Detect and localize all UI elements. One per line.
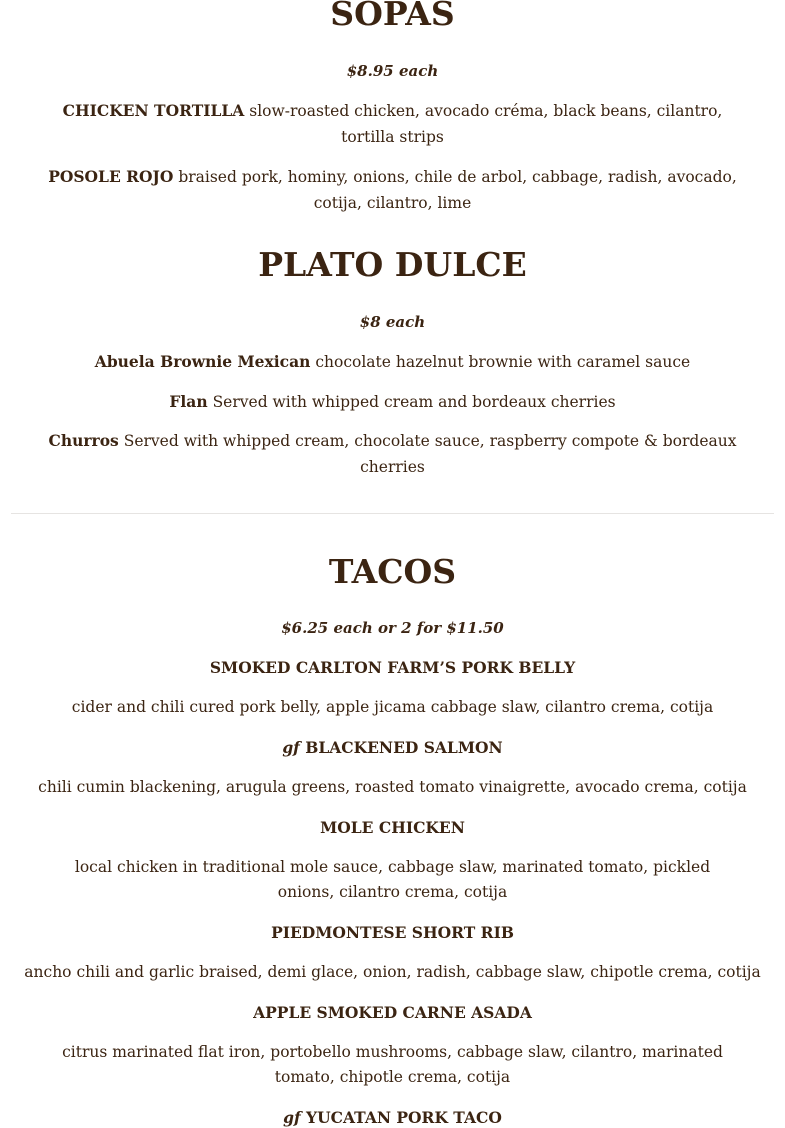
gluten-free-mark: gf — [283, 1108, 301, 1127]
plato-dulce-title: PLATO DULCE — [258, 245, 527, 284]
tacos-title: TACOS — [328, 552, 457, 591]
tacos-section — [0, 552, 785, 592]
item-description: ancho chili and garlic braised, demi glace, onion, radish, cabbage slaw, chipotle crema, cotija — [24, 963, 761, 981]
item-name: Flan — [169, 392, 208, 411]
sopas-price-row — [0, 61, 785, 81]
plato-dulce-price-row — [0, 312, 785, 332]
item-description: local chicken in traditional mole sauce, cabbage slaw, marinated tomato, pickled onions, cilantro crema, cotija — [74, 858, 711, 901]
item-description: citrus marinated flat iron, portobello mushrooms, cabbage slaw, cilantro, marinated tomato, chipotle crema, cotija — [62, 1043, 723, 1086]
taco-item-6 — [0, 1108, 785, 1128]
sopas-item-1 — [0, 98, 785, 150]
item-name: MOLE CHICKEN — [320, 818, 465, 837]
item-description: Served with whipped cream, chocolate sauce, raspberry compote & bordeaux cherries — [123, 432, 737, 476]
plato-dulce-section — [0, 245, 785, 285]
sopas-section — [0, 0, 785, 34]
sopas-item-2 — [0, 164, 785, 216]
sopas-title: SOPAS — [330, 0, 455, 33]
gluten-free-mark: gf — [282, 738, 300, 757]
tacos-price: $6.25 each or 2 for $11.50 — [281, 619, 504, 637]
item-name: YUCATAN PORK TACO — [306, 1108, 502, 1127]
item-name: Churros — [48, 431, 119, 450]
sopas-price: $8.95 each — [346, 62, 439, 80]
item-description: Served with whipped cream and bordeaux cherries — [212, 393, 616, 411]
item-name: BLACKENED SALMON — [305, 738, 503, 757]
taco-item-2 — [0, 738, 785, 758]
plato-dulce-item-2 — [0, 389, 785, 416]
taco-desc-1 — [0, 695, 785, 720]
taco-item-1 — [0, 658, 785, 678]
item-description: cider and chili cured pork belly, apple jicama cabbage slaw, cilantro crema, cotija — [71, 698, 714, 716]
taco-desc-4 — [0, 960, 785, 985]
item-description: braised pork, hominy, onions, chile de arbol, cabbage, radish, avocado, cotija, cilantro, lime — [178, 168, 737, 212]
item-name: POSOLE ROJO — [48, 167, 174, 186]
tacos-price-row — [0, 618, 785, 638]
plato-dulce-item-3 — [0, 428, 785, 480]
item-name: Abuela Brownie Mexican — [94, 352, 311, 371]
taco-desc-5 — [0, 1040, 785, 1090]
taco-item-5 — [0, 1003, 785, 1023]
item-description: slow-roasted chicken, avocado créma, black beans, cilantro, tortilla strips — [249, 102, 723, 146]
plato-dulce-price: $8 each — [359, 313, 426, 331]
item-description: chili cumin blackening, arugula greens, roasted tomato vinaigrette, avocado crema, cotija — [38, 778, 747, 796]
item-name: CHICKEN TORTILLA — [62, 101, 245, 120]
taco-desc-2 — [0, 775, 785, 800]
section-divider — [11, 513, 774, 514]
taco-item-3 — [0, 818, 785, 838]
plato-dulce-item-1 — [0, 349, 785, 376]
item-name: SMOKED CARLTON FARM’S PORK BELLY — [209, 658, 576, 677]
item-name: APPLE SMOKED CARNE ASADA — [253, 1003, 532, 1022]
item-description: chocolate hazelnut brownie with caramel sauce — [315, 353, 691, 371]
item-name: PIEDMONTESE SHORT RIB — [271, 923, 514, 942]
taco-item-4 — [0, 923, 785, 943]
taco-desc-3 — [0, 855, 785, 905]
